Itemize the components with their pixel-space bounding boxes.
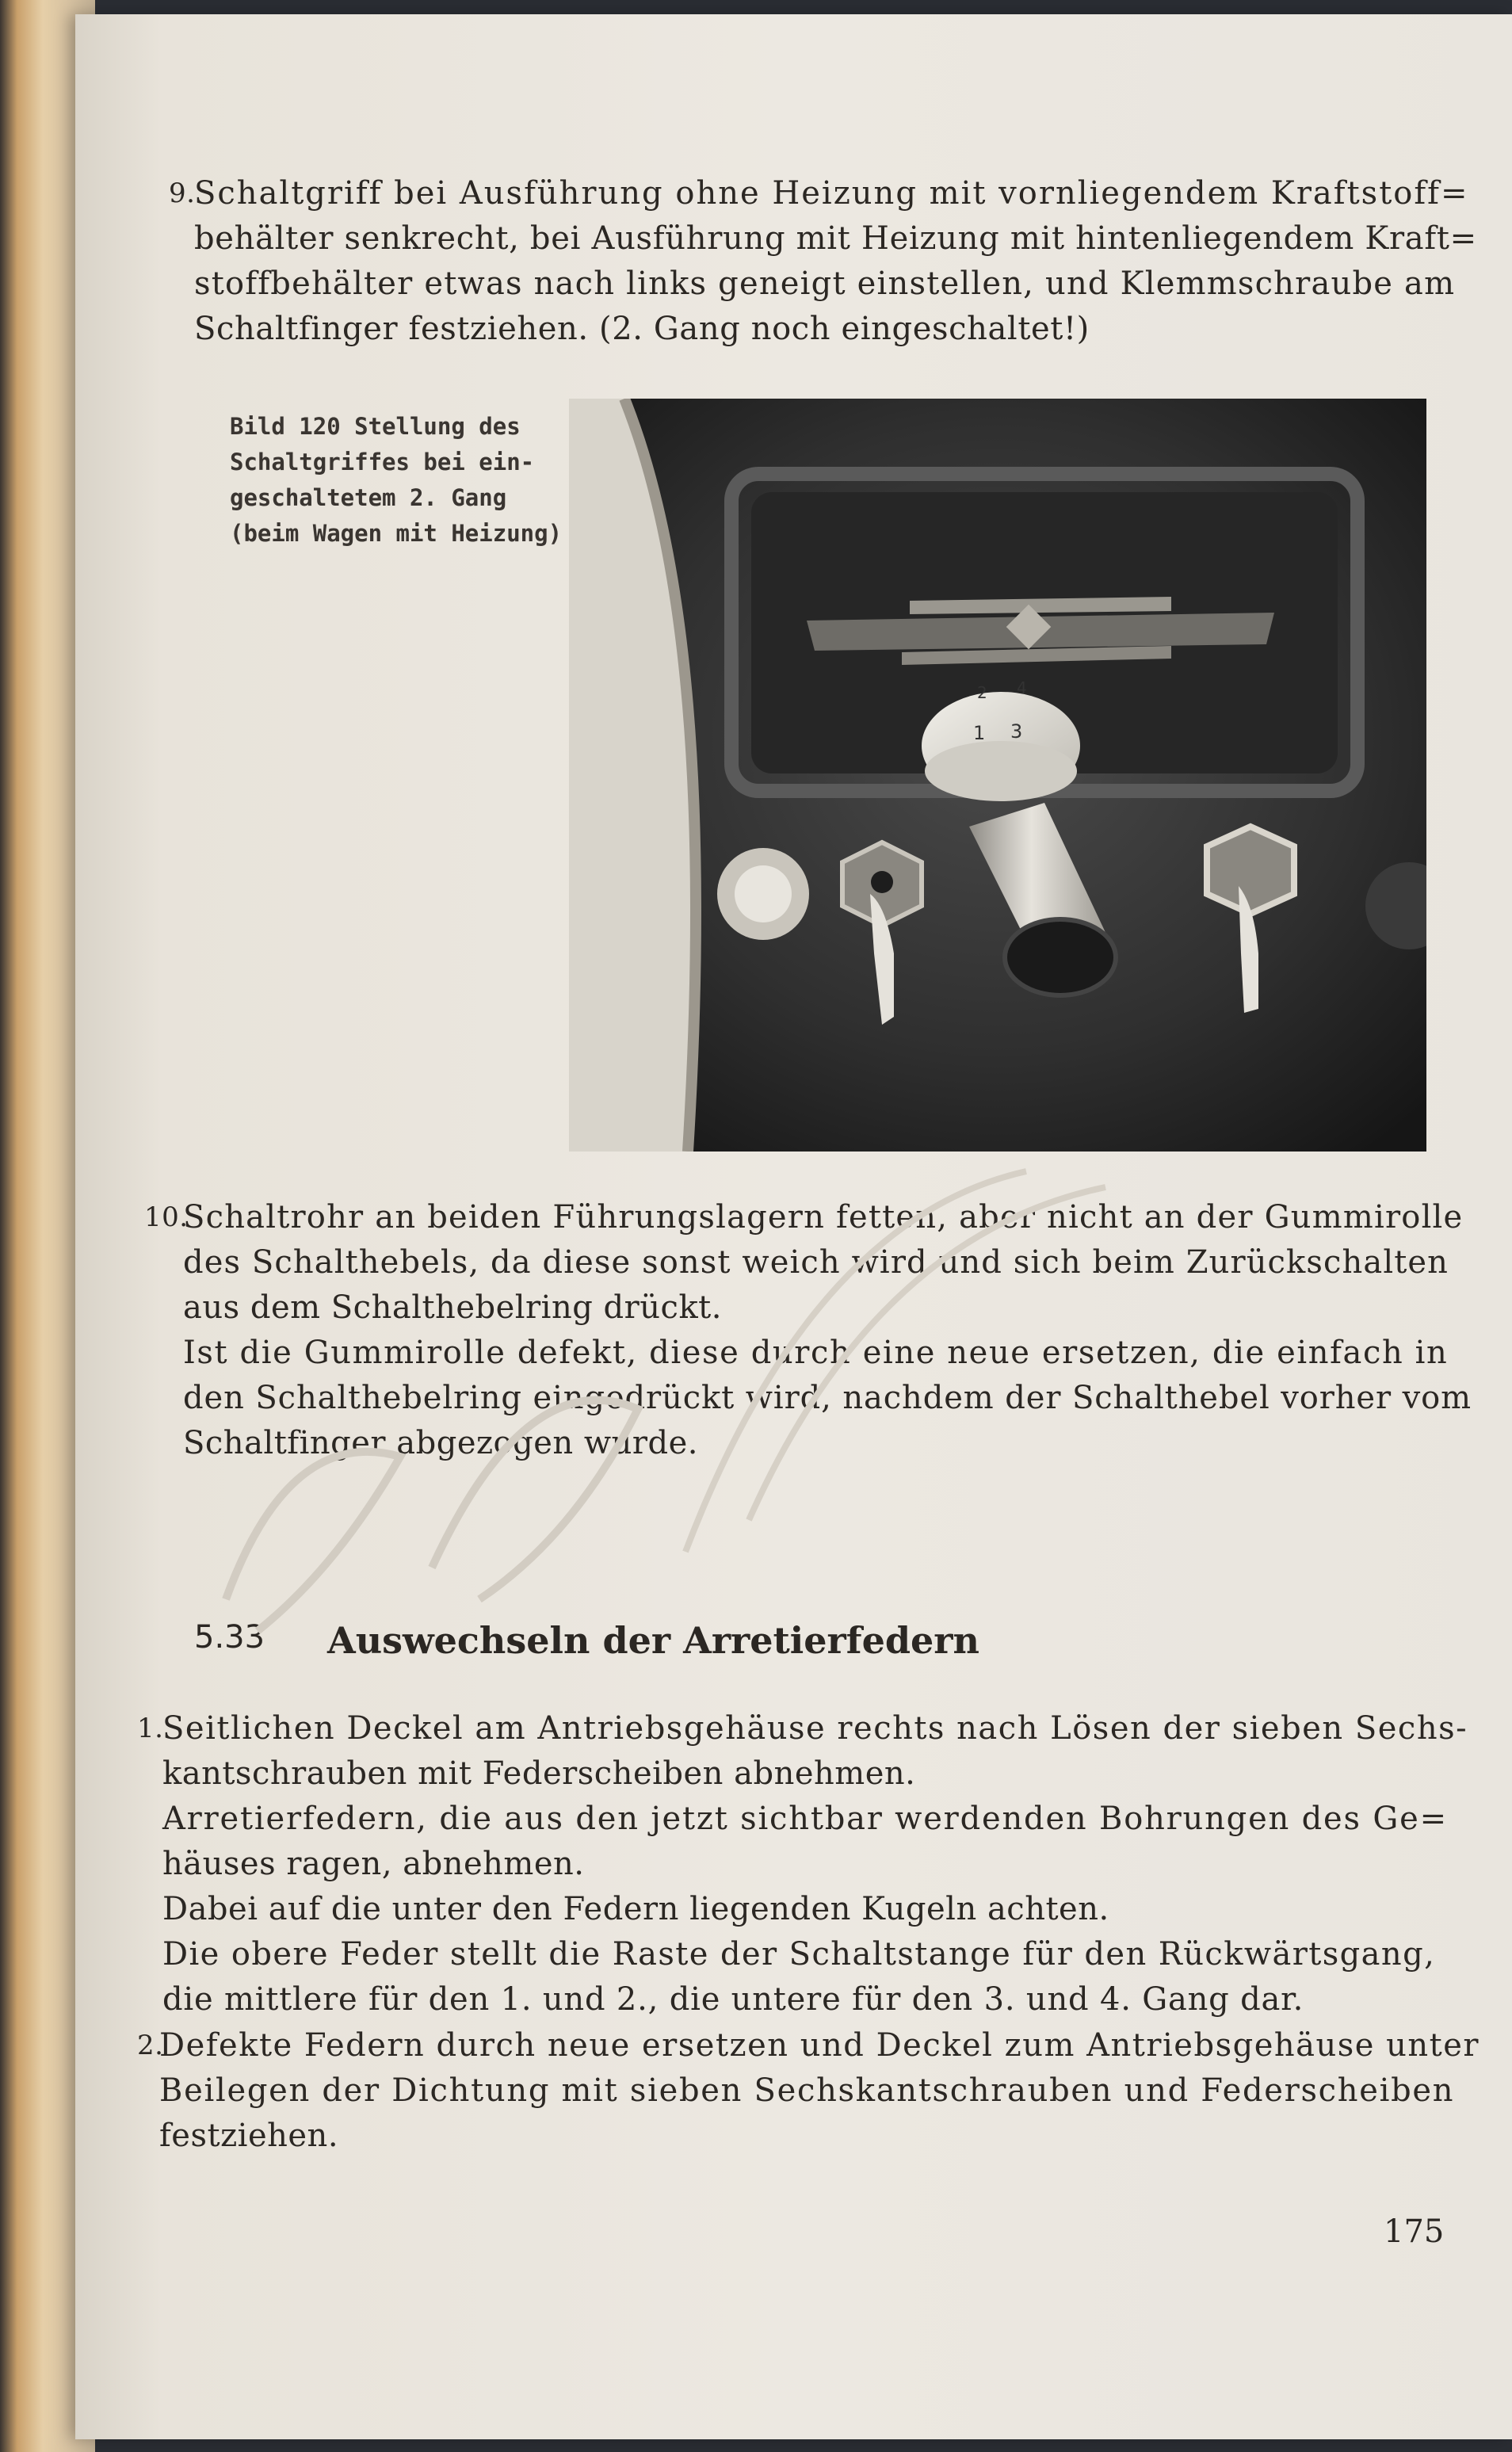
section-title: Auswechseln der Arretierfedern <box>327 1619 979 1662</box>
figure-caption <box>230 409 610 552</box>
text-line: Defekte Federn durch neue ersetzen und Deckel zum Antriebsgehäuse unter <box>159 2027 1480 2064</box>
text-line: stoffbehälter etwas nach links geneigt einstellen, und Klemmschraube am <box>194 265 1456 302</box>
gear-number: 1 <box>973 722 986 744</box>
text-line: Schaltfinger abgezogen wurde. <box>183 1425 699 1461</box>
dashboard-photo-drawing <box>569 399 1426 1152</box>
dashboard-photo <box>569 399 1426 1152</box>
text-line: Schaltfinger festziehen. (2. Gang noch eingeschaltet!) <box>194 311 1090 347</box>
caption-line: Bild 120 Stellung des <box>230 413 521 440</box>
text-line: Schaltgriff bei Ausführung ohne Heizung mit vornliegendem Kraftstoff= <box>194 175 1469 212</box>
gear-number: 3 <box>1010 720 1023 743</box>
text-line: Schaltrohr an beiden Führungslagern fetten, aber nicht an der Gummirolle <box>183 1199 1464 1236</box>
gear-number: 2 <box>977 683 987 702</box>
text-line: Arretierfedern, die aus den jetzt sichtbar werdenden Bohrungen des Ge= <box>162 1801 1448 1837</box>
caption-line: Schaltgriffes bei ein- <box>230 449 535 476</box>
caption-line: geschaltetem 2. Gang <box>230 484 507 511</box>
step-number: 1. <box>137 1713 164 1744</box>
text-line: häuses ragen, abnehmen. <box>162 1846 585 1882</box>
text-line: kantschrauben mit Federscheiben abnehmen. <box>162 1755 916 1792</box>
book-page <box>75 14 1512 2439</box>
text-line: des Schalthebels, da diese sonst weich wird und sich beim Zurückschalten <box>183 1244 1449 1281</box>
section-number: 5.33 <box>194 1619 265 1656</box>
text-line: den Schalthebelring eingedrückt wird, nachdem der Schalthebel vorher vom <box>183 1380 1472 1416</box>
text-line: Die obere Feder stellt die Raste der Schaltstange für den Rückwärtsgang, <box>162 1936 1436 1973</box>
text-line: Beilegen der Dichtung mit sieben Sechskantschrauben und Federscheiben <box>159 2072 1455 2109</box>
text-line: behälter senkrecht, bei Ausführung mit Heizung mit hintenliegendem Kraft= <box>194 220 1477 257</box>
page-number: 175 <box>1384 2213 1445 2250</box>
text-line: aus dem Schalthebelring drückt. <box>183 1289 722 1326</box>
step-number: 10. <box>144 1201 189 1233</box>
text-line: festziehen. <box>159 2118 339 2154</box>
step-number: 2. <box>137 2030 164 2061</box>
text-line: Seitlichen Deckel am Antriebsgehäuse rechts nach Lösen der sieben Sechs- <box>162 1710 1468 1747</box>
text-line: Dabei auf die unter den Federn liegenden Kugeln achten. <box>162 1891 1109 1927</box>
caption-line: (beim Wagen mit Heizung) <box>230 520 563 547</box>
text-line: die mittlere für den 1. und 2., die untere für den 3. und 4. Gang dar. <box>162 1981 1304 2018</box>
text-line: Ist die Gummirolle defekt, diese durch eine neue ersetzen, die einfach in <box>183 1335 1449 1371</box>
step-number: 9. <box>169 178 196 209</box>
gear-number: 4 <box>1017 678 1027 697</box>
